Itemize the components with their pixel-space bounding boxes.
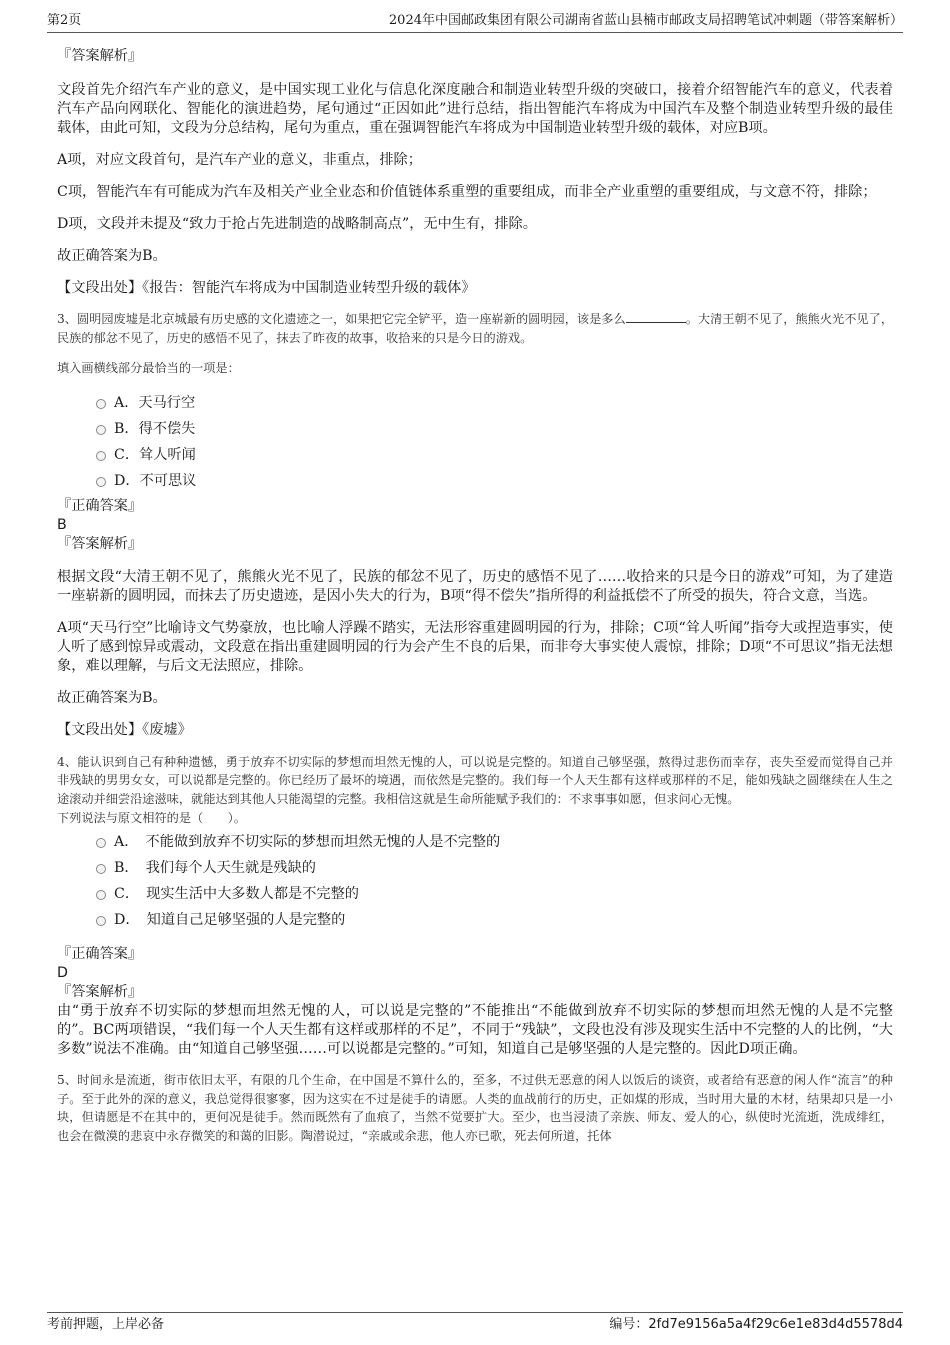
q4-answer: D <box>57 965 68 982</box>
document-code <box>609 1313 903 1337</box>
q3-option-d[interactable] <box>57 468 893 494</box>
q3-analysis-p1: 根据文段“大清王朝不见了，熊熊火光不见了，民族的郁忿不见了，历史的感悟不见了……收拾来的只是今日的游戏”可知，为了建造一座崭新的圆明园，而抹去了历史遗迹，是因小失大的行为，B项“得不偿失”指所得的利益抵偿不了所受的损失，符合文意，当选。 <box>57 568 893 604</box>
q3-source: 【文段出处】《废墟》 <box>57 721 192 738</box>
q3-stem <box>57 310 893 347</box>
q3-answer-label: 『正确答案』 <box>57 497 143 514</box>
q3-analysis-p2: A项“天马行空”比喻诗文气势豪放，也比喻人浮躁不踏实，无法形容重建圆明园的行为，排除；C项“耸人听闻”指夸大或捏造事实，使人听了感到惊异或震动，文段意在指出重建圆明园的行为会产生不良的后果，而非夸大事实使人震惊，排除；D项“不可思议”指无法想象，难以理解，与后文无法照应，排除。 <box>57 619 893 674</box>
page-header <box>47 12 903 33</box>
radio-icon[interactable] <box>96 864 106 874</box>
q2-analysis-p4: D项，文段并未提及“致力于抢占先进制造的战略制高点”，无中生有，排除。 <box>57 216 537 232</box>
q2-analysis-p1: 文段首先介绍汽车产业的意义，是中国实现工业化与信息化深度融合和制造业转型升级的突破口，接着介绍智能汽车的意义，代表着汽车产品向网联化、智能化的演进趋势，尾句通过“正因如此”进行总结，指出智能汽车将成为中国汽车及整个制造业转型升级的最佳载体，由此可知，文段为分总结构，尾句为重点，重在强调智能汽车将成为中国制造业转型升级的载体，对应B项。 <box>57 82 893 136</box>
q4-analysis-p1: 由“勇于放弃不切实际的梦想而坦然无愧的人，可以说是完整的”不能推出“不能做到放弃不切实际的梦想而坦然无愧的人是不完整的”。BC两项错误，“我们每一个人天生都有这样或那样的不足”，不同于“残缺”，文段也没有涉及现实生活中不完整的人的比例，“大多数”说法不准确。由“知道自己够坚强……可以说都是完整的。”可知，知道自己是够坚强的人是完整的。因此D项正确。 <box>57 1003 893 1058</box>
page-number: 第2页 <box>47 13 82 28</box>
radio-icon[interactable] <box>96 890 106 900</box>
q4-analysis-label: 『答案解析』 <box>57 984 143 1001</box>
option-label: A． 不能做到放弃不切实际的梦想而坦然无愧的人是不完整的 <box>114 834 501 851</box>
q3-prompt: 填入画横线部分最恰当的一项是： <box>57 361 240 376</box>
q3-stem-part-b: 。大清王朝不见了，熊熊火光不见了，民族的郁忿不见了，历史的感悟不见了，抹去了昨夜的故事，收拾来的只是今日的游戏。 <box>57 312 894 345</box>
q3-analysis-p3: 故正确答案为B。 <box>57 689 167 706</box>
q3-answer: B <box>57 516 67 533</box>
option-label: B． 我们每个人天生就是残缺的 <box>114 860 316 877</box>
q4-option-c[interactable] <box>57 881 893 907</box>
option-label: C．耸人听闻 <box>114 446 196 463</box>
q3-analysis-label: 『答案解析』 <box>57 535 143 552</box>
q2-analysis-p2: A项，对应文段首句，是汽车产业的意义，非重点，排除； <box>57 152 422 168</box>
q5-stem: 5、时间永是流逝，街市依旧太平，有限的几个生命，在中国是不算什么的，至多，不过供无恶意的闲人以饭后的谈资，或者给有恶意的闲人作“流言”的种子。至于此外的深的意义，我总觉得很寥寥，因为这实在不过是徒手的请愿。人类的血战前行的历史，正如煤的形成，当时用大量的木材，结果却只是一小块，但请愿是不在其中的，更何况是徒手。然而既然有了血痕了，当然不觉要扩大。至少，也当浸渍了亲族、师友、爱人的心，纵使时光流逝，洗成绯红，也会在微漠的悲哀中永存微笑的和蔼的旧影。陶潜说过，“亲戚或余悲，他人亦已歌，死去何所道，托体 <box>57 1073 893 1143</box>
q3-stem-part-a: 3、圆明园废墟是北京城最有历史感的文化遗迹之一，如果把它完全铲平，造一座崭新的圆明园，该是多么 <box>57 312 626 326</box>
q4-answer-label: 『正确答案』 <box>57 946 143 963</box>
q4-prompt: 下列说法与原文相符的是（ ）。 <box>57 810 246 825</box>
option-label: A．天马行空 <box>114 394 196 411</box>
q3-option-c[interactable] <box>57 442 893 468</box>
option-label: D．不可思议 <box>114 472 197 489</box>
code-label: 编号： <box>609 1317 649 1332</box>
radio-icon[interactable] <box>96 451 106 461</box>
option-label: C． 现实生活中大多数人都是不完整的 <box>114 886 359 903</box>
q4-option-a[interactable] <box>57 829 893 855</box>
q3-option-b[interactable] <box>57 416 893 442</box>
q4-stem: 4、能认识到自己有种种遗憾，勇于放弃不切实际的梦想而坦然无愧的人，可以说是完整的。知道自己够坚强，熬得过悲伤而幸存，丧失至爱而觉得自己并非残缺的男男女女，可以说都是完整的。你已经历了最坏的境遇，而依然是完整的。我们每一个人天生都有这样或那样的不足，能如残缺之圆继续在人生之途滚动并细尝沿途滋味，就能达到其他人只能渴望的完整。我相信这就是生命所能赋予我们的：不求事事如愿，但求问心无愧。 <box>57 754 893 806</box>
page-content <box>57 44 893 1146</box>
document-title: 2024年中国邮政集团有限公司湖南省蓝山县楠市邮政支局招聘笔试冲刺题（带答案解析） <box>388 13 903 28</box>
q4-options <box>57 829 893 933</box>
q3-options <box>57 390 893 494</box>
option-label: B．得不偿失 <box>114 420 196 437</box>
radio-icon[interactable] <box>96 477 106 487</box>
radio-icon[interactable] <box>96 425 106 435</box>
q2-analysis-p5: 故正确答案为B。 <box>57 248 167 264</box>
q2-analysis-label: 『答案解析』 <box>57 48 143 64</box>
q4-option-d[interactable] <box>57 907 893 933</box>
q4-option-b[interactable] <box>57 855 893 881</box>
radio-icon[interactable] <box>96 916 106 926</box>
footer-slogan: 考前押题，上岸必备 <box>47 1317 165 1332</box>
code-value: 2fd7e9156a5a4f29c6e1e83d4d5578d4 <box>648 1317 903 1332</box>
radio-icon[interactable] <box>96 838 106 848</box>
option-label: D． 知道自己足够坚强的人是完整的 <box>114 912 346 929</box>
radio-icon[interactable] <box>96 399 106 409</box>
q3-blank <box>626 310 686 323</box>
q3-option-a[interactable] <box>57 390 893 416</box>
page-footer <box>47 1312 903 1335</box>
q2-analysis-p3: C项，智能汽车有可能成为汽车及相关产业全业态和价值链体系重塑的重要组成，而非全产业重塑的重要组成，与文意不符，排除； <box>57 184 877 200</box>
q2-source: 【文段出处】《报告：智能汽车将成为中国制造业转型升级的载体》 <box>57 280 476 296</box>
